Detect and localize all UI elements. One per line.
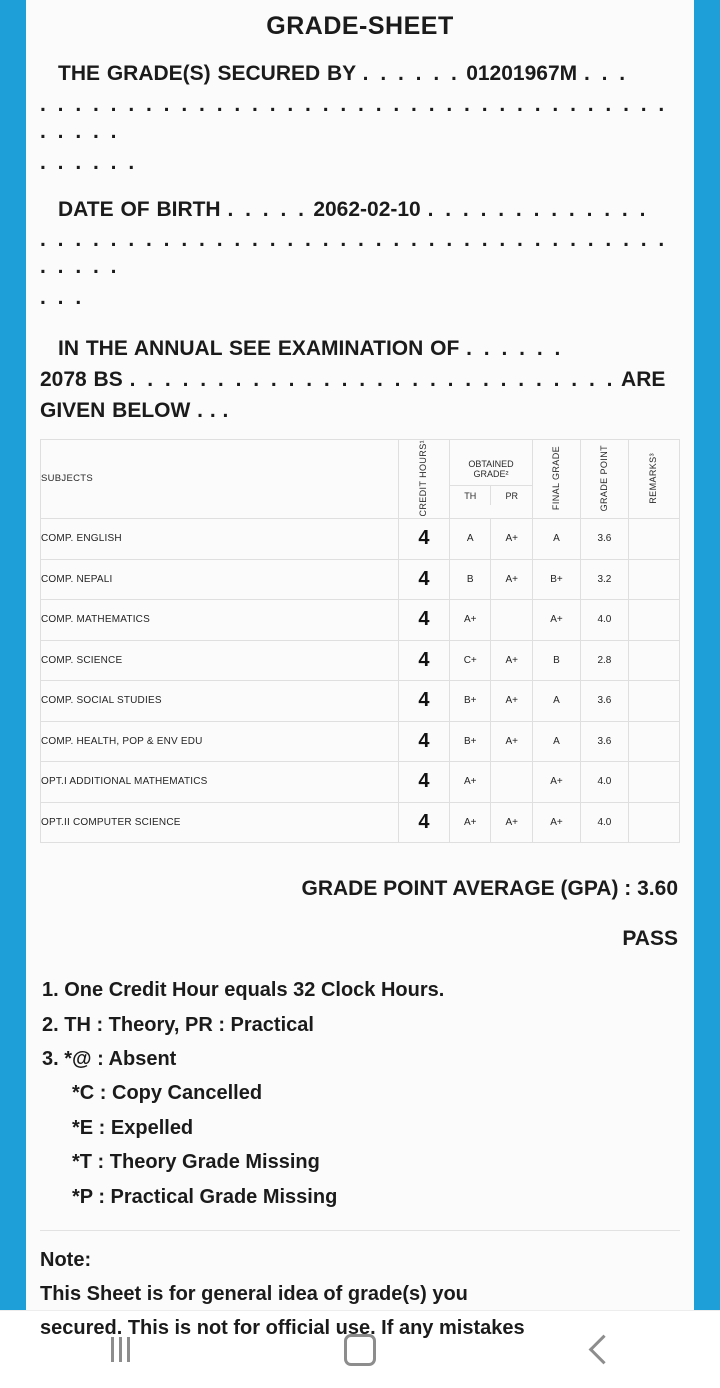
table-row xyxy=(41,681,680,722)
dob-value: 2062-02-10 xyxy=(313,197,421,221)
row-gp: 4.0 xyxy=(580,762,628,803)
note-divider xyxy=(40,1230,680,1231)
row-final: A+ xyxy=(533,762,581,803)
footnote-3a: *C : Copy Cancelled xyxy=(72,1082,263,1105)
secured-by-filler-line1: . . . . . . . . . . . . . . . . . . . . . . . . . . . . . . . . . . . . . . . . . xyxy=(40,92,667,143)
row-gp: 4.0 xyxy=(580,802,628,843)
row-subject: COMP. SOCIAL STUDIES xyxy=(41,681,399,722)
row-final: B xyxy=(533,640,581,681)
header-obtained-grade-label: OBTAINED GRADE² xyxy=(450,453,532,486)
row-final: A xyxy=(533,681,581,722)
note-heading: Note: xyxy=(40,1248,92,1271)
dob-filler-line2: . . . xyxy=(40,286,84,310)
table-row xyxy=(41,519,680,560)
row-pr: A+ xyxy=(491,640,533,681)
row-final: A+ xyxy=(533,802,581,843)
dob-filler-line1: . . . . . . . . . . . . . . . . . . . . . . . . . . . . . . . . . . . . . . . . . xyxy=(40,228,667,279)
footnote-3d: *P : Practical Grade Missing xyxy=(72,1185,338,1208)
header-final-grade-label: FINAL GRADE xyxy=(550,445,561,510)
footnote-3c: *T : Theory Grade Missing xyxy=(72,1151,320,1174)
row-remarks xyxy=(628,802,679,843)
row-subject: COMP. MATHEMATICS xyxy=(41,600,399,641)
row-th: B+ xyxy=(449,681,491,722)
row-subject: COMP. HEALTH, POP & ENV EDU xyxy=(41,721,399,762)
row-credit: 4 xyxy=(398,559,449,600)
row-final: A xyxy=(533,721,581,762)
secured-by-filler-line2: . . . . . . xyxy=(40,150,137,174)
row-credit: 4 xyxy=(398,802,449,843)
row-remarks xyxy=(628,640,679,681)
row-credit: 4 xyxy=(398,681,449,722)
row-final: A+ xyxy=(533,600,581,641)
secured-by-line xyxy=(40,61,680,88)
row-credit: 4 xyxy=(398,519,449,560)
grades-table xyxy=(40,439,680,844)
exam-label: IN THE ANNUAL SEE EXAMINATION OF xyxy=(58,337,460,360)
header-credit-hours xyxy=(398,439,449,519)
header-pr: PR xyxy=(505,490,518,501)
row-gp: 2.8 xyxy=(580,640,628,681)
row-credit: 4 xyxy=(398,762,449,803)
header-subjects: SUBJECTS xyxy=(41,439,399,519)
header-obtained-grade xyxy=(449,439,532,519)
row-subject: OPT.II COMPUTER SCIENCE xyxy=(41,802,399,843)
header-th: TH xyxy=(450,486,492,505)
row-remarks xyxy=(628,559,679,600)
dob-dots-b: . . . . . . . . . . . . . xyxy=(427,197,648,221)
dob-label: DATE OF BIRTH xyxy=(58,197,221,221)
row-gp: 3.6 xyxy=(580,721,628,762)
header-grade-point xyxy=(580,439,628,519)
note-section xyxy=(40,1243,680,1345)
dob-dots-a: . . . . . xyxy=(227,197,307,221)
exam-are-word: ARE xyxy=(621,367,666,391)
header-grade-point-label: GRADE POINT xyxy=(598,444,609,512)
table-row xyxy=(41,762,680,803)
gpa-value: GRADE POINT AVERAGE (GPA) : 3.60 xyxy=(301,877,678,901)
row-subject: COMP. ENGLISH xyxy=(41,519,399,560)
table-row xyxy=(41,559,680,600)
footnote-3b: *E : Expelled xyxy=(72,1116,194,1139)
viewer-left-band xyxy=(0,0,26,1310)
note-line-1: This Sheet is for general idea of grade(s) you xyxy=(40,1282,468,1305)
row-subject: OPT.I ADDITIONAL MATHEMATICS xyxy=(41,762,399,803)
row-th: A xyxy=(449,519,491,560)
row-th: C+ xyxy=(449,640,491,681)
row-pr xyxy=(491,600,533,641)
result-status: PASS xyxy=(622,927,678,951)
row-credit: 4 xyxy=(398,600,449,641)
given-below-line: GIVEN BELOW . . . xyxy=(40,398,229,422)
footnote-3: 3. *@ : Absent xyxy=(42,1047,177,1070)
table-header-row xyxy=(41,439,680,519)
row-gp: 3.6 xyxy=(580,681,628,722)
row-gp: 4.0 xyxy=(580,600,628,641)
footnote-1: 1. One Credit Hour equals 32 Clock Hours. xyxy=(42,979,445,1002)
footnotes xyxy=(40,973,680,1214)
table-row xyxy=(41,640,680,681)
row-pr: A+ xyxy=(491,519,533,560)
header-credit-hours-label: CREDIT HOURS¹ xyxy=(418,439,429,517)
row-th: A+ xyxy=(449,600,491,641)
footnote-2: 2. TH : Theory, PR : Practical xyxy=(42,1013,314,1036)
row-credit: 4 xyxy=(398,640,449,681)
secured-by-label: THE GRADE(S) SECURED BY xyxy=(58,62,356,85)
secured-by-dots-b: . . . xyxy=(583,62,628,85)
row-remarks xyxy=(628,721,679,762)
row-th: B+ xyxy=(449,721,491,762)
row-gp: 3.6 xyxy=(580,519,628,560)
row-pr: A+ xyxy=(491,721,533,762)
row-remarks xyxy=(628,762,679,803)
header-remarks xyxy=(628,439,679,519)
exam-year-value: 2078 BS xyxy=(40,367,123,391)
header-final-grade xyxy=(533,439,581,519)
row-pr xyxy=(491,762,533,803)
exam-line xyxy=(40,336,680,363)
page-title: GRADE-SHEET xyxy=(266,12,454,40)
row-final: B+ xyxy=(533,559,581,600)
row-credit: 4 xyxy=(398,721,449,762)
row-th: B xyxy=(449,559,491,600)
table-row xyxy=(41,721,680,762)
table-row xyxy=(41,600,680,641)
row-th: A+ xyxy=(449,762,491,803)
dob-line xyxy=(40,197,680,224)
row-pr: A+ xyxy=(491,559,533,600)
symbol-number-value: 01201967M xyxy=(466,62,578,85)
row-remarks xyxy=(628,519,679,560)
grade-sheet-page xyxy=(26,0,694,1339)
row-subject: COMP. NEPALI xyxy=(41,559,399,600)
row-th: A+ xyxy=(449,802,491,843)
row-remarks xyxy=(628,681,679,722)
exam-dots-a: . . . . . . xyxy=(466,337,563,360)
row-remarks xyxy=(628,600,679,641)
row-subject: COMP. SCIENCE xyxy=(41,640,399,681)
row-pr: A+ xyxy=(491,681,533,722)
exam-dots-b: . . . . . . . . . . . . . . . . . . . . . . . . . . . . xyxy=(129,367,615,391)
header-remarks-label: REMARKS³ xyxy=(648,452,659,504)
viewer-right-band xyxy=(694,0,720,1310)
exam-year-line xyxy=(40,367,680,394)
row-gp: 3.2 xyxy=(580,559,628,600)
table-row xyxy=(41,802,680,843)
row-final: A xyxy=(533,519,581,560)
note-line-2: secured. This is not for official use. If any mistakes xyxy=(40,1316,525,1339)
secured-by-dots-a: . . . . . . xyxy=(362,62,460,85)
row-pr: A+ xyxy=(491,802,533,843)
